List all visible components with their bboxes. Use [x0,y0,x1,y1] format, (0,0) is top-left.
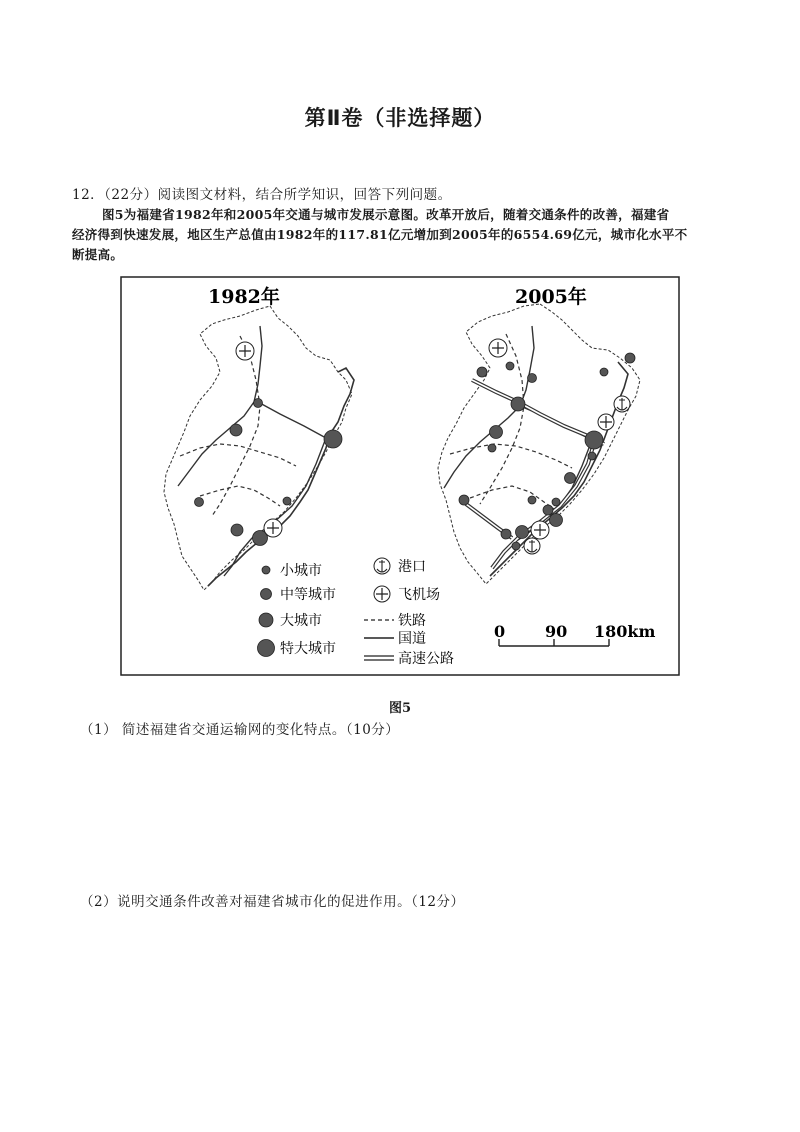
airport-2005-east [598,414,614,430]
map-2005-title: 2005年 [515,286,587,308]
legend-small-city: 小城市 [280,563,322,579]
legend-port: 港口 [398,559,426,575]
intro-line-1: 图5为福建省1982年和2005年交通与城市发展示意图。改革开放后，随着交通条件的改善，福建省 [102,207,670,222]
scale-tick-180: 180km [594,622,656,641]
legend-railway: 铁路 [398,613,426,629]
legend-small-city-icon [262,566,270,574]
city-2005-medium [477,367,487,377]
city-2005-medium [501,529,511,539]
city-1982-megacity [324,430,342,448]
section-title: 第Ⅱ卷（非选择题） [304,106,496,130]
city-2005-megacity [585,431,603,449]
legend-airport-icon [374,586,390,602]
map-1982-title: 1982年 [208,286,280,308]
city-2005-small [600,368,608,376]
intro-line-3: 断提高。 [72,247,124,262]
airport-1982-north [236,342,254,360]
city-2005-medium [543,505,553,515]
legend-expressway: 高速公路 [398,651,454,667]
city-2005-large [516,526,529,539]
scale-tick-90: 90 [545,622,568,641]
sub-question-1: （1） 简述福建省交通运输网的变化特点。（10分） [80,722,400,738]
city-2005-large [565,473,576,484]
intro-line-2: 经济得到快速发展，地区生产总值由1982年的117.81亿元增加到2005年的6554.69亿元，城市化水平不 [72,227,688,242]
city-2005-small [528,496,536,504]
city-2005-medium [625,353,635,363]
figure-svg [120,276,680,676]
legend-large-city: 大城市 [280,613,322,629]
question-header: 12．（22分）阅读图文材料，结合所学知识，回答下列问题。 [72,187,452,203]
city-2005-small [506,362,514,370]
city-2005-medium [459,495,469,505]
legend-megacity: 特大城市 [280,641,336,657]
sub-question-2: （2）说明交通条件改善对福建省城市化的促进作用。（12分） [80,894,465,910]
legend-national-road: 国道 [398,631,426,647]
figure-5 [120,276,680,676]
city-1982-medium [254,399,263,408]
legend-medium-city: 中等城市 [280,587,336,603]
legend-large-city-icon [259,613,273,627]
city-2005-small [488,444,496,452]
city-2005-large [490,426,503,439]
city-1982-large [230,424,242,436]
figure-caption: 图5 [388,701,412,716]
legend-port-icon [374,558,390,574]
city-2005-small [552,498,560,506]
airport-2005-south [531,521,549,539]
city-2005-small [512,542,520,550]
legend-medium-city-icon [261,589,272,600]
city-1982-small [283,497,291,505]
city-2005-medium [528,374,537,383]
legend-megacity-icon [258,640,275,657]
airport-1982-south [264,519,282,537]
city-2005-large [511,397,525,411]
city-1982-large [231,524,243,536]
city-1982-medium [195,498,204,507]
airport-2005-north [489,339,507,357]
scale-tick-0: 0 [494,622,506,641]
question-intro [72,205,732,265]
city-2005-small [588,452,596,460]
port-2005-south [524,538,540,554]
legend-airport: 飞机场 [398,587,440,603]
port-2005-north [614,396,630,412]
city-2005-large [550,514,563,527]
